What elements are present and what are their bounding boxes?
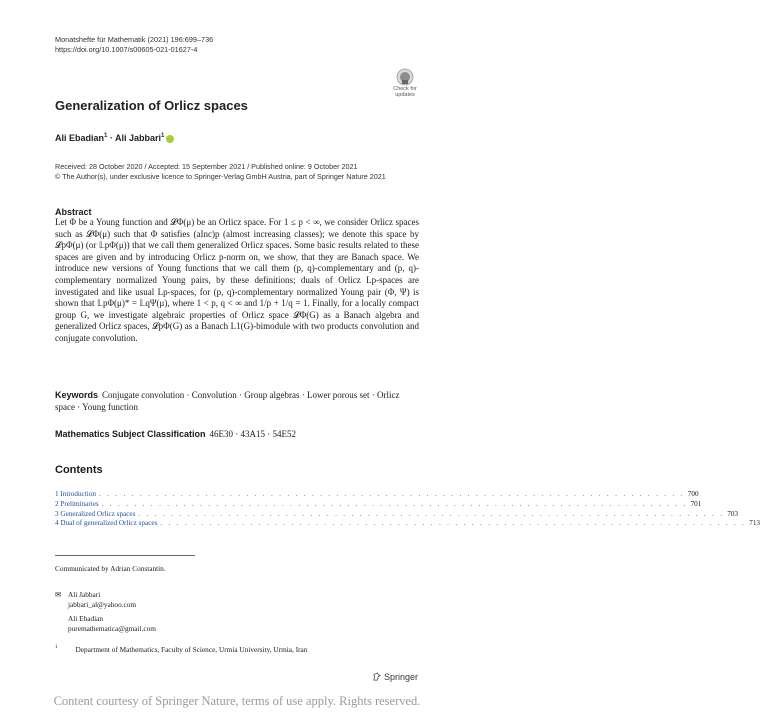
contact-email[interactable]: puremathematica@gmail.com bbox=[68, 623, 156, 633]
affiliation bbox=[55, 645, 419, 654]
msc-codes: 46E30 · 43A15 · 54E52 bbox=[209, 429, 297, 439]
toc-page-number: 703 bbox=[727, 509, 739, 518]
toc-entry[interactable] bbox=[55, 509, 739, 520]
affiliation-sup: 1 bbox=[55, 645, 58, 650]
toc-entry[interactable] bbox=[55, 519, 760, 529]
publisher-logo bbox=[372, 672, 418, 682]
communicated-by: Communicated by Adrian Constantin. bbox=[55, 564, 166, 573]
keywords bbox=[55, 390, 419, 413]
toc-link[interactable]: 2 Preliminaries bbox=[55, 499, 99, 508]
doi-link[interactable]: https://doi.org/10.1007/s00605-021-01627-4 bbox=[55, 45, 198, 54]
envelope-icon: ✉ bbox=[55, 590, 62, 599]
toc-leader-dots: . . . . . . . . . . . . . . . . . . . . . . . . . . . . . . . . . . . . . . . . . . . . . . . . . . . . . . . . . . . . . . . . . . . . . . . . bbox=[160, 519, 747, 528]
affiliation-text: Department of Mathematics, Faculty of Science, Urmia University, Urmia, Iran bbox=[75, 645, 308, 654]
toc-leader-dots: . . . . . . . . . . . . . . . . . . . . . . . . . . . . . . . . . . . . . . . . . . . . . . . . . . . . . . . . . . . . . . . . . . . . . . . . bbox=[101, 499, 688, 508]
toc-entry[interactable] bbox=[55, 490, 699, 500]
check-for-updates-label: Check for updates bbox=[393, 86, 417, 98]
contents-heading: Contents bbox=[55, 464, 103, 476]
content-credit-footer: Content courtesy of Springer Nature, terms of use apply. Rights reserved. bbox=[53, 694, 421, 708]
author-list bbox=[55, 133, 174, 143]
footnote-divider bbox=[55, 555, 195, 556]
publication-dates bbox=[55, 162, 386, 182]
toc-link[interactable]: 4 Dual of generalized Orlicz spaces bbox=[55, 519, 158, 528]
msc-classification bbox=[55, 429, 296, 439]
author-affil-sup: 1 bbox=[161, 133, 165, 139]
journal-citation: Monatshefte für Mathematik (2021) 196:699–736 bbox=[55, 35, 214, 44]
paper-title: Generalization of Orlicz spaces bbox=[55, 98, 248, 113]
toc-page-number: 701 bbox=[690, 499, 702, 508]
msc-label: Mathematics Subject Classification bbox=[55, 429, 206, 439]
contact-name: Ali Ebadian bbox=[68, 614, 104, 623]
author-name[interactable]: Ali Ebadian bbox=[55, 133, 105, 143]
toc-page-number: 700 bbox=[687, 490, 699, 498]
author-name[interactable]: Ali Jabbari bbox=[115, 133, 162, 143]
keywords-text: Conjugate convolution · Convolution · Group algebras · Lower porous set · Orlicz space · Young function bbox=[55, 390, 400, 412]
contact-email[interactable]: jabbari_al@yahoo.com bbox=[68, 599, 137, 609]
author-affil-sup: 1 bbox=[104, 133, 108, 139]
toc-leader-dots: . . . . . . . . . . . . . . . . . . . . . . . . . . . . . . . . . . . . . . . . . . . . . . . . . . . . . . . . . . . . . . . . . . . . . . . . bbox=[98, 490, 685, 498]
table-of-contents bbox=[55, 490, 760, 529]
abstract-heading: Abstract bbox=[55, 207, 92, 217]
copyright-line: © The Author(s), under exclusive licence to Springer-Verlag GmbH Austria, part of Springer Nature 2021 bbox=[55, 172, 386, 181]
toc-entry[interactable] bbox=[55, 499, 702, 510]
date-line: Received: 28 October 2020 / Accepted: 15 September 2021 / Published online: 9 October 2021 bbox=[55, 162, 358, 171]
author-separator: · bbox=[107, 133, 116, 143]
toc-leader-dots: . . . . . . . . . . . . . . . . . . . . . . . . . . . . . . . . . . . . . . . . . . . . . . . . . . . . . . . . . . . . . . . . . . . . . . . . bbox=[138, 509, 725, 518]
corresponding-contacts bbox=[55, 590, 156, 633]
toc-link[interactable]: 3 Generalized Orlicz spaces bbox=[55, 509, 136, 518]
toc-link[interactable]: 1 Introduction bbox=[55, 490, 96, 498]
toc-page-number: 713 bbox=[749, 519, 760, 528]
springer-horse-icon bbox=[372, 672, 381, 681]
abstract-text: Let Φ be a Young function and 𝓛Φ(μ) be an Orlicz space. For 1 ≤ p < ∞, we consider Orlicz spaces such as 𝓛Φ(μ) such that Φ satisfies (aInc)p (almost increasing classes); we denote this space by 𝓛pΦ(μ) (or 𝕃pΦ(μ)) that we call them generalized Orlicz spaces. Some basic results related to these spaces are given and by introducing Orlicz p-norm on, we show, that they are Banach space. We introduce new versions of Young functions that we call them (p, q)-complementary and (p, q)-complementary normalized Young pairs, by these definitions; duals of Orlicz Lp-spaces are investigated and like usual Lp-spaces, for (p, q)-complementary normalized Young pair (Φ, Ψ) is shown that 𝕃pΦ(μ)* = 𝕃qΨ(μ), where 1 < p, q < ∞ and 1/p + 1/q = 1. Finally, for a locally compact group G, we investigate algebraic properties of Orlicz space 𝓛Φ(G) as a Banach algebra and generalized Orlicz spaces, 𝓛pΦ(G) as a Banach L1(G)-bimodule with two products convolution and conjugate convolution. bbox=[55, 217, 419, 343]
publisher-name: Springer bbox=[384, 672, 419, 682]
orcid-icon[interactable] bbox=[166, 135, 174, 143]
journal-header bbox=[55, 35, 213, 55]
keywords-label: Keywords bbox=[55, 390, 99, 400]
contact-name: Ali Jabbari bbox=[68, 590, 101, 599]
